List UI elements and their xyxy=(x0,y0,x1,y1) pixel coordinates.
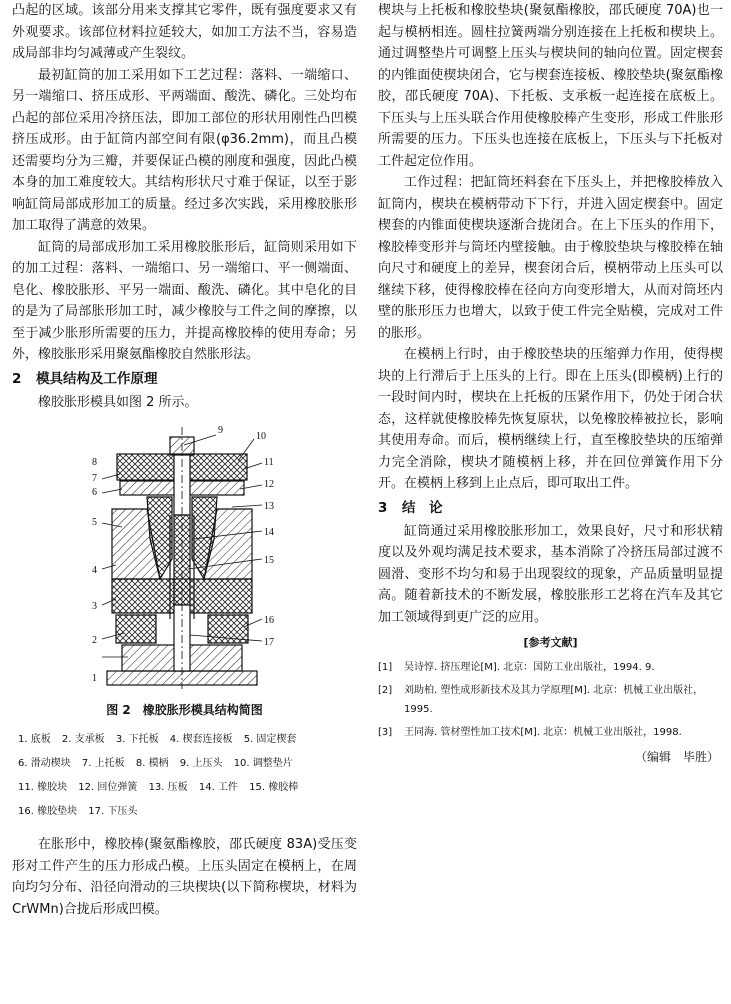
paragraph: 在胀形中，橡胶棒(聚氨酯橡胶，邵氏硬度 83A)受压变形对工件产生的压力形成凸模。上压头固定在模柄上，在周向均匀分布、沿径向滑动的三块楔块(以下简称楔块，材料为 CrWMn)合拢后形成凹模。 xyxy=(12,837,357,917)
legend-item: 7. 上托板 xyxy=(81,758,125,769)
paragraph: 最初缸筒的加工采用如下工艺过程：落料、一端缩口、另一端缩口、挤压成形、平两端面、酸洗、磷化。三处均布凸起的部位采用冷挤压法，即加工部位的形状用刚性凸凹模挤压成形。由于缸筒内部空间有限(φ36.2mm)，而且凸模还需要均分为三瓣，并要保证凸模的刚度和强度，因此凸模本身的加工难度较大。其结构形状尺寸难于保证，以至于影响缸筒局部成形加工的质量。经过多次实践，采用橡胶胀形加工取得了满意的效果。 xyxy=(12,67,357,233)
rubber-pad-left xyxy=(116,615,156,643)
section-number: 2 xyxy=(12,370,22,387)
callout-16: 16 xyxy=(264,615,274,626)
paragraph: 缸筒的局部成形加工采用橡胶胀形后，缸筒则采用如下的加工过程：落料、一端缩口、另一端缩口、平一侧端面、皂化、橡胶胀形、平另一端面、酸洗、磷化。其中皂化的目的是为了局部胀形加工时，减少橡胶与工件之间的摩擦，以至于减少胀形所需要的压力，并提高橡胶棒的使用寿命；另外，橡胶胀形采用聚氨酯橡胶自然胀形法。 xyxy=(12,239,357,362)
callout-4: 4 xyxy=(92,565,97,576)
legend-item: 13. 压板 xyxy=(148,782,188,793)
legend-item: 14. 工件 xyxy=(198,782,238,793)
figure-caption: 图 2 橡胶胀形模具结构简图 xyxy=(106,703,263,717)
legend-item: 9. 上压头 xyxy=(179,758,223,769)
legend-item: 3. 下托板 xyxy=(115,734,159,745)
section-number: 3 xyxy=(378,499,388,516)
legend-item: 12. 回位弹簧 xyxy=(78,782,138,793)
reference-number: [1] xyxy=(378,662,393,673)
reference-text: 王同海. 管材塑性加工技术[M]. 北京：机械工业出版社，1998. xyxy=(404,727,682,738)
callout-3: 3 xyxy=(92,601,97,612)
callout-11: 11 xyxy=(264,457,274,468)
reference-text: 吴诗惇. 挤压理论[M]. 北京：国防工业出版社，1994. 9. xyxy=(404,662,655,673)
editor-credit: （编辑 毕胜） xyxy=(634,750,719,764)
callout-15: 15 xyxy=(264,555,274,566)
callout-13: 13 xyxy=(264,501,274,512)
paragraph: 在模柄上行时，由于橡胶垫块的压缩弹力作用，使得楔块的上行滞后于上压头的上行。即在上压头(即模柄)上行的一段时间内时，楔块在上托板的压紧作用下，仍处于闭合状态，这样就使橡胶棒先恢复原状，以免橡胶棒被拉长，影响其使用寿命。而后，模柄继续上行，直至橡胶垫块的压缩弹力完全消除，楔块才随模柄上移，并在回位弹簧作用下分开。在模柄上移到上止点后，即可取出工件。 xyxy=(378,347,723,491)
reference-text: 刘助柏. 塑性成形新技术及其力学原理[M]. 北京：机械工业出版社，1995. xyxy=(404,685,704,715)
callout-1: 1 xyxy=(92,673,97,684)
reference-item xyxy=(378,723,723,742)
callout-17: 17 xyxy=(264,637,274,648)
callout-10: 10 xyxy=(256,431,266,442)
callout-14: 14 xyxy=(264,527,274,538)
legend-item: 15. 橡胶棒 xyxy=(249,782,299,793)
reference-item xyxy=(378,681,723,719)
section-heading xyxy=(12,368,357,390)
right-column xyxy=(378,0,723,765)
legend-item: 5. 固定楔套 xyxy=(243,734,297,745)
callout-6: 6 xyxy=(92,487,97,498)
callout-12: 12 xyxy=(264,479,274,490)
legend-item: 2. 支承板 xyxy=(61,734,105,745)
paragraph: 缸筒通过采用橡胶胀形加工，效果良好，尺寸和形状精度以及外观均满足技术要求，基本消除了冷挤压局部过渡不圆滑、变形不均匀和易于出现裂纹的现象，产品质量明显提高。随着新技术的不断发展，橡胶胀形工艺将在汽车及其它加工领域得到更广泛的应用。 xyxy=(378,523,723,625)
section-title: 模具结构及工作原理 xyxy=(36,370,158,387)
left-column xyxy=(12,0,357,920)
callout-9: 9 xyxy=(218,425,223,436)
mold-diagram xyxy=(12,419,357,697)
section-heading xyxy=(378,497,723,519)
legend-item: 10. 调整垫片 xyxy=(233,758,293,769)
reference-item xyxy=(378,658,723,677)
section-title: 结 论 xyxy=(402,499,443,516)
paragraph: 楔块与上托板和橡胶垫块(聚氨酯橡胶，邵氏硬度 70A)也一起与模柄相连。圆柱拉簧两端分别连接在上托板和楔块上。通过调整垫片可调整上压头与楔块间的轴向位置。固定楔套的内锥面使楔块闭合，它与楔套连接板、橡胶垫块(聚氨酯橡胶，邵氏硬度 70A)、下托板、支承板一起连接在底板上。下压头与上压头联合作用使橡胶棒产生变形，形成工件胀形所需要的压力。下压头也连接在底板上，下压头与下托板对工件起定位作用。 xyxy=(378,3,723,169)
reference-number: [2] xyxy=(378,685,393,696)
legend-item: 8. 模柄 xyxy=(135,758,169,769)
callout-8: 8 xyxy=(92,457,97,468)
reference-number: [3] xyxy=(378,727,393,738)
references-title: [参考文献] xyxy=(523,636,578,649)
legend-item: 17. 下压头 xyxy=(88,806,138,817)
callout-2: 2 xyxy=(92,635,97,646)
mold-structure-figure xyxy=(12,419,357,697)
legend-item: 11. 橡胶块 xyxy=(18,782,68,793)
paragraph: 橡胶胀形模具如图 2 所示。 xyxy=(38,394,198,410)
rubber-pad-right xyxy=(208,615,248,643)
paragraph: 凸起的区域。该部分用来支撑其它零件，既有强度要求又有外观要求。该部位材料拉延较大，如加工方法不当，容易造成局部非均匀减薄或产生裂纹。 xyxy=(12,3,357,61)
legend-item: 4. 楔套连接板 xyxy=(169,734,233,745)
callout-7: 7 xyxy=(92,473,97,484)
legend-item: 16. 橡胶垫块 xyxy=(18,806,78,817)
figure-legend xyxy=(12,728,357,824)
legend-item: 1. 底板 xyxy=(18,734,51,745)
paragraph: 工作过程：把缸筒坯料套在下压头上，并把橡胶棒放入缸筒内，楔块在模柄带动下下行，并进入固定楔套中。固定楔套的内锥面使楔块逐渐合拢闭合。在上下压头的作用下，橡胶棒变形并与筒坯内壁接触。由于橡胶垫块与橡胶棒在轴向尺寸和硬度上的差异，楔套闭合后，模柄带动上压头可以继续下移，使得橡胶棒在径向方向变形增大，从而对筒坯内壁的胀形压力也增大，以致于使工件完全贴模，完成对工件的胀形。 xyxy=(378,175,723,341)
legend-item: 6. 滑动楔块 xyxy=(18,758,71,769)
callout-5: 5 xyxy=(92,517,97,528)
